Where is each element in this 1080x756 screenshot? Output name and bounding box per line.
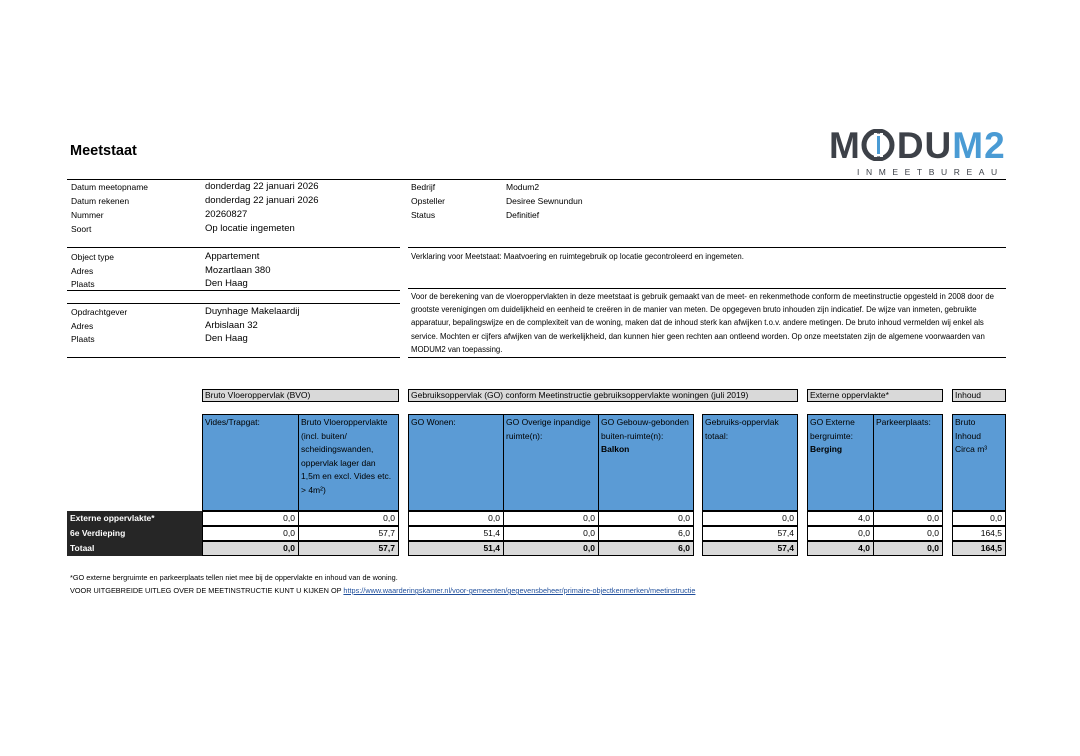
value-datum-rekenen: donderdag 22 januari 2026 (205, 195, 319, 206)
table-cell: 6,0 (598, 541, 694, 556)
logo-o-icon (861, 129, 897, 161)
group-header-inhoud: Inhoud (952, 389, 1006, 402)
row-label: Externe oppervlakte* (67, 511, 202, 526)
value-datum-meetopname: donderdag 22 januari 2026 (205, 181, 319, 192)
table-cell: 0,0 (873, 511, 943, 526)
table-cell: 0,0 (408, 511, 504, 526)
label-nummer: Nummer (71, 210, 104, 220)
label-object-type: Object type (71, 252, 114, 262)
value-object-type: Appartement (205, 251, 260, 262)
table-cell: 51,4 (408, 541, 504, 556)
label-plaats: Plaats (71, 279, 95, 289)
table-cell: 0,0 (952, 511, 1006, 526)
label-opsteller: Opsteller (411, 196, 446, 206)
value-opdr-plaats: Den Haag (205, 333, 248, 344)
table-cell: 57,7 (298, 526, 399, 541)
value-adres: Mozartlaan 380 (205, 265, 271, 276)
table-cell: 0,0 (873, 526, 943, 541)
table-cell: 57,4 (702, 526, 798, 541)
table-cell: 164,5 (952, 541, 1006, 556)
table-cell: 0,0 (807, 526, 874, 541)
table-cell: 0,0 (873, 541, 943, 556)
value-opdr-adres: Arbislaan 32 (205, 320, 258, 331)
page-title: Meetstaat (70, 143, 137, 159)
column-header-berging: GO Externe bergruimte: Berging (807, 414, 874, 511)
table-cell: 51,4 (408, 526, 504, 541)
table-cell: 0,0 (702, 511, 798, 526)
table-cell: 0,0 (202, 511, 299, 526)
table-cell: 4,0 (807, 541, 874, 556)
row-label: 6e Verdieping (67, 526, 202, 541)
label-soort: Soort (71, 224, 92, 234)
column-header-go-overige: GO Overige inpandige ruimte(n): (503, 414, 599, 511)
value-status: Definitief (506, 210, 540, 220)
table-cell: 57,4 (702, 541, 798, 556)
column-header-go-totaal: Gebruiks-oppervlak totaal: (702, 414, 798, 511)
label-opdrachtgever: Opdrachtgever (71, 307, 128, 317)
column-header-bvo: Bruto Vloeroppervlakte (incl. buiten/ scheidingswanden, oppervlak lager dan 1,5m en excl. Vides etc. > 4m²) (298, 414, 399, 511)
verklaring-text: Verklaring voor Meetstaat: Maatvoering en ruimtegebruik op locatie gecontroleerd en ingemeten. (411, 252, 744, 261)
value-plaats: Den Haag (205, 278, 248, 289)
value-soort: Op locatie ingemeten (205, 223, 295, 234)
table-cell: 4,0 (807, 511, 874, 526)
table-cell: 57,7 (298, 541, 399, 556)
table-cell: 164,5 (952, 526, 1006, 541)
label-bedrijf: Bedrijf (411, 182, 436, 192)
group-header-bvo: Bruto Vloeroppervlak (BVO) (202, 389, 399, 402)
group-header-go: Gebruiksoppervlak (GO) conform Meetinstructie gebruiksoppervlakte woningen (juli 2019) (408, 389, 798, 402)
label-datum-meetopname: Datum meetopname (71, 182, 149, 192)
value-opdrachtgever: Duynhage Makelaardij (205, 306, 300, 317)
disclaimer-text: Voor de berekening van de vloeroppervlakten in deze meetstaat is gebruik gemaakt van de meet- en rekenmethode conform de meetinstructie opgesteld in 2008 door de grootste verenigingen om duidelijkheid en eenheid te creëren in de manier van meten. De opgegeven bruto inhouden zijn indicatief. De wijze van inmeten, gebruikte apparatuur, bepalingswijze en de complexiteit van de woning, maken dat de inhoud sterk kan afwijken t.o.v. andere metingen. De bruto inhoud vermelden wij enkel als service. Mochten er cijfers afwijken van de werkelijkheid, dan kunnen hier geen rechten aan ontleend worden. Op onze meetstaten zijn de algemene voorwaarden van MODUM2 van toepassing. (411, 292, 994, 354)
column-header-parkeerplaats: Parkeerplaats: (873, 414, 943, 511)
column-header-vides: Vides/Trapgat: (202, 414, 299, 511)
column-header-go-wonen: GO Wonen: (408, 414, 504, 511)
value-nummer: 20260827 (205, 209, 248, 220)
label-datum-rekenen: Datum rekenen (71, 196, 130, 206)
label-adres: Adres (71, 266, 94, 276)
table-cell: 0,0 (503, 526, 599, 541)
table-cell: 0,0 (202, 541, 299, 556)
table-cell: 0,0 (298, 511, 399, 526)
table-cell: 0,0 (202, 526, 299, 541)
table-cell: 0,0 (598, 511, 694, 526)
company-logo: M DUM2 INMEETBUREAU (829, 125, 1006, 177)
uitleg-line: VOOR UITGEBREIDE UITLEG OVER DE MEETINSTRUCTIE KUNT U KIJKEN OP https://www.waarderingskamer.nl/voor-gemeenten/gegevensbeheer/primaire-objectkenmerken/meetinstructie (70, 586, 696, 595)
value-opsteller: Desiree Sewnundun (506, 196, 583, 206)
group-header-ext: Externe oppervlakte* (807, 389, 943, 402)
table-cell: 6,0 (598, 526, 694, 541)
value-bedrijf: Modum2 (506, 182, 540, 192)
column-header-go-buiten: GO Gebouw-gebonden buiten-ruimte(n): Balkon (598, 414, 694, 511)
table-cell: 0,0 (503, 511, 599, 526)
row-label: Totaal (67, 541, 202, 556)
meetinstructie-link[interactable]: https://www.waarderingskamer.nl/voor-gemeenten/gegevensbeheer/primaire-objectkenmerken/meetinstructie (343, 586, 696, 595)
footnote: *GO externe bergruimte en parkeerplaats tellen niet mee bij de oppervlakte en inhoud van de woning. (70, 573, 398, 582)
label-opdr-plaats: Plaats (71, 334, 95, 344)
label-opdr-adres: Adres (71, 321, 94, 331)
label-status: Status (411, 210, 436, 220)
column-header-inhoud: Bruto Inhoud Circa m³ (952, 414, 1006, 511)
table-cell: 0,0 (503, 541, 599, 556)
